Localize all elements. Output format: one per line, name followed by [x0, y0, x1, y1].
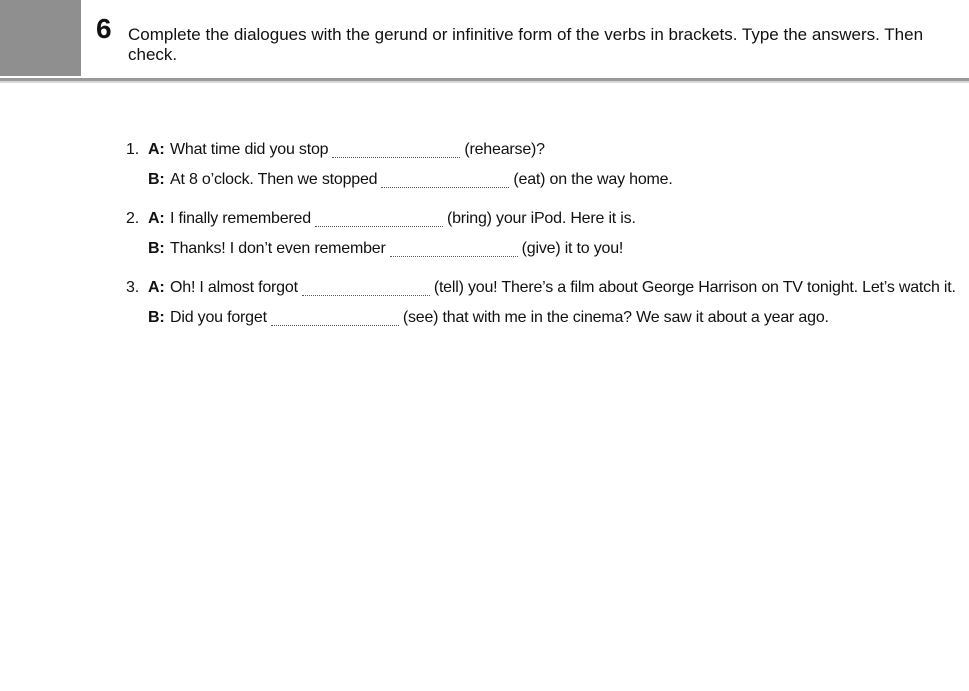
dialogues-list [126, 140, 956, 347]
dialogue-line [126, 278, 956, 298]
line-text-before: Thanks! I don’t even remember [170, 240, 386, 257]
answer-input[interactable] [302, 281, 430, 296]
answer-input[interactable] [315, 212, 443, 227]
line-text-after: (tell) you! There’s a film about George Harrison on TV tonight. Let’s watch it. [433, 279, 956, 296]
dialogue-3 [126, 278, 956, 328]
answer-input[interactable] [332, 143, 460, 158]
dialogue-number: 1. [126, 141, 139, 158]
line-text-before: Did you forget [170, 309, 267, 326]
dialogue-2 [126, 209, 956, 259]
speaker-label: B: [148, 309, 165, 326]
line-text-before: At 8 o’clock. Then we stopped [170, 171, 378, 188]
speaker-label: B: [148, 171, 165, 188]
line-text-after: (bring) your iPod. Here it is. [446, 210, 636, 227]
exercise-instructions: Complete the dialogues with the gerund or infinitive form of the verbs in brackets. Type the answers. Then check. [128, 25, 924, 64]
dialogue-number: 3. [126, 279, 139, 296]
dialogue-1 [126, 140, 956, 190]
dialogue-line [126, 308, 956, 328]
dialogue-line [126, 140, 956, 160]
line-text-after: (give) it to you! [521, 240, 624, 257]
header-grey-block [0, 0, 81, 76]
line-text-before: I finally remembered [170, 210, 311, 227]
line-text-before: What time did you stop [170, 141, 329, 158]
line-text-after: (rehearse)? [464, 141, 545, 158]
line-text-after: (eat) on the way home. [513, 171, 673, 188]
dialogue-line [126, 170, 956, 190]
answer-input[interactable] [381, 173, 509, 188]
dialogue-number: 2. [126, 210, 139, 227]
speaker-label: A: [148, 210, 165, 227]
dialogue-line [126, 239, 956, 259]
exercise-number: 6 [96, 13, 112, 44]
answer-input[interactable] [390, 242, 518, 257]
line-text-before: Oh! I almost forgot [170, 279, 298, 296]
line-text-after: (see) that with me in the cinema? We saw it about a year ago. [402, 309, 829, 326]
speaker-label: B: [148, 240, 165, 257]
header-rule-shadow [0, 81, 969, 83]
speaker-label: A: [148, 279, 165, 296]
answer-input[interactable] [271, 311, 399, 326]
dialogue-line [126, 209, 956, 229]
speaker-label: A: [148, 141, 165, 158]
